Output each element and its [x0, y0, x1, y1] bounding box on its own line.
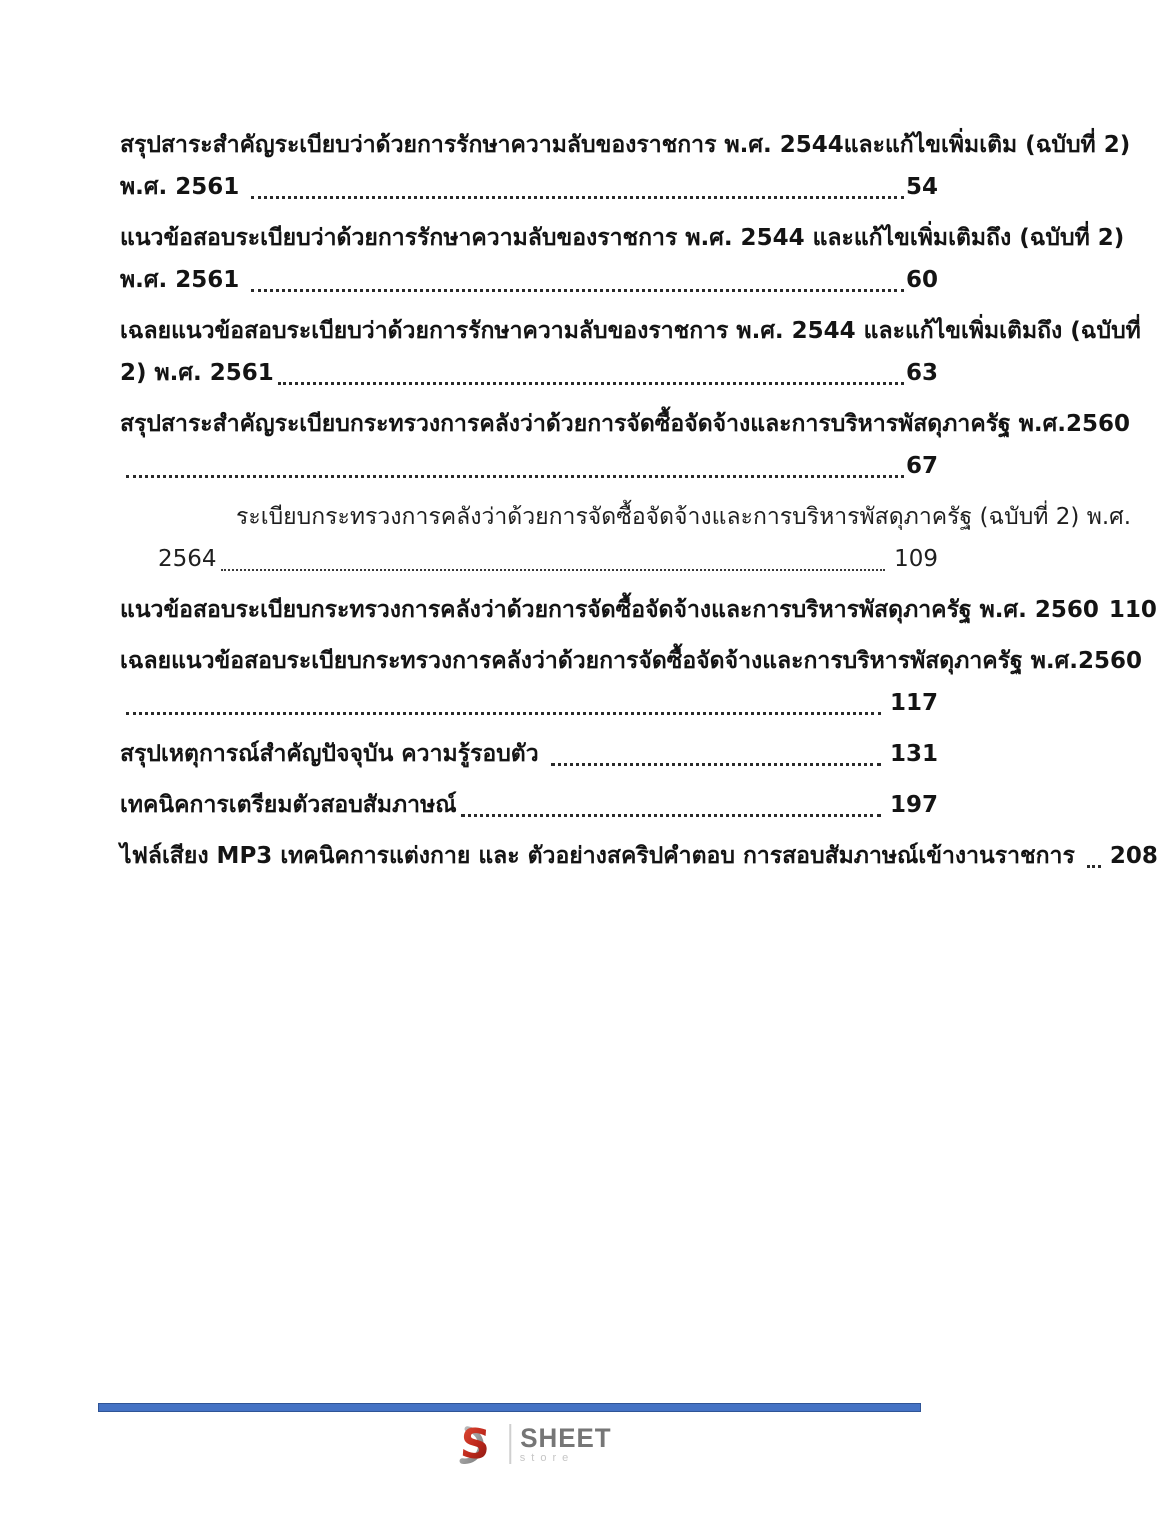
dot-leader [278, 382, 904, 385]
toc-entry-text: เทคนิคการเตรียมตัวสอบสัมภาษณ์ [120, 792, 457, 818]
page-number: 110 [1108, 597, 1157, 623]
toc-entry [120, 403, 1131, 487]
table-of-contents [120, 124, 1158, 886]
toc-entry-line [120, 352, 938, 394]
toc-entry-line [120, 310, 1141, 352]
toc-entry-line [120, 640, 1142, 682]
toc-entry [120, 835, 1158, 877]
toc-entry-text: เฉลยแนวข้อสอบระเบียบว่าด้วยการรักษาความลับของราชการ พ.ศ. 2544 และแก้ไขเพิ่มเติมถึง (ฉบับที่ [120, 318, 1141, 344]
page-number: 131 [889, 741, 938, 767]
toc-entry-text: พ.ศ. 2561 [120, 174, 248, 200]
toc-entry-line [120, 784, 938, 826]
toc-entry-line [120, 496, 1132, 538]
logo-divider [509, 1424, 511, 1464]
toc-entry [120, 217, 1125, 301]
dot-leader [251, 196, 904, 199]
dot-leader [221, 569, 886, 571]
page-number: 208 [1109, 843, 1158, 869]
logo-text [519, 1422, 615, 1464]
toc-entry-line [120, 589, 1157, 631]
toc-entry-text: 2) พ.ศ. 2561 [120, 360, 274, 386]
toc-entry [120, 784, 938, 826]
toc-entry-line [120, 259, 938, 301]
toc-entry-line [120, 445, 938, 487]
toc-entry [120, 496, 1132, 580]
dot-leader [126, 475, 904, 478]
toc-entry-text: แนวข้อสอบระเบียบกระทรวงการคลังว่าด้วยการจัดซื้อจัดจ้างและการบริหารพัสดุภาครัฐ พ.ศ. 2560 [120, 597, 1099, 623]
toc-entry-text: 2564 [158, 546, 217, 572]
toc-entry [120, 589, 1157, 631]
toc-entry-text: ไฟล์เสียง MP3 เทคนิคการแต่งกาย และ ตัวอย่างสคริปคำตอบ การสอบสัมภาษณ์เข้างานราชการ [120, 843, 1083, 869]
brand-subtitle: store [519, 1451, 575, 1464]
toc-entry [120, 640, 1142, 724]
toc-entry-text: สรุปสาระสำคัญระเบียบว่าด้วยการรักษาความลับของราชการ พ.ศ. 2544และแก้ไขเพิ่มเติม (ฉบับที่ 2) [120, 132, 1131, 158]
brand-name: SHEET [519, 1422, 611, 1453]
dot-leader [551, 763, 881, 766]
page-number: 117 [889, 690, 938, 716]
page-number: 109 [894, 546, 938, 572]
sheet-store-s-icon [454, 1419, 500, 1469]
toc-entry-line [120, 403, 1131, 445]
toc-entry-line [120, 538, 938, 580]
toc-entry [120, 124, 1131, 208]
toc-entry-text: สรุปเหตุการณ์สำคัญปัจจุบัน ความรู้รอบตัว [120, 741, 547, 767]
sheet-store-logo [454, 1418, 615, 1470]
page-number: 67 [905, 453, 938, 479]
dot-leader [251, 289, 904, 292]
page-number: 54 [905, 174, 938, 200]
toc-entry [120, 733, 938, 775]
page-number: 197 [889, 792, 938, 818]
toc-entry [120, 310, 1141, 394]
toc-entry-line [120, 166, 938, 208]
footer-divider-bar [98, 1403, 921, 1412]
page-number: 63 [905, 360, 938, 386]
dot-leader [126, 712, 881, 715]
toc-entry-text: สรุปสาระสำคัญระเบียบกระทรวงการคลังว่าด้วยการจัดซื้อจัดจ้างและการบริหารพัสดุภาครัฐ พ.ศ.2560 [120, 411, 1131, 437]
toc-entry-text: แนวข้อสอบระเบียบว่าด้วยการรักษาความลับของราชการ พ.ศ. 2544 และแก้ไขเพิ่มเติมถึง (ฉบับที่ 2) [120, 225, 1125, 251]
toc-entry-line [120, 682, 938, 724]
toc-entry-text: ระเบียบกระทรวงการคลังว่าด้วยการจัดซื้อจัดจ้างและการบริหารพัสดุภาครัฐ (ฉบับที่ 2) พ.ศ. [236, 504, 1132, 530]
toc-entry-text: พ.ศ. 2561 [120, 267, 248, 293]
svg-text:S: S [458, 1419, 492, 1469]
toc-entry-text: เฉลยแนวข้อสอบระเบียบกระทรวงการคลังว่าด้วยการจัดซื้อจัดจ้างและการบริหารพัสดุภาครัฐ พ.ศ.2560 [120, 648, 1142, 674]
toc-entry-line [120, 124, 1131, 166]
dot-leader [461, 814, 881, 817]
page-number: 60 [905, 267, 938, 293]
toc-entry-line [120, 835, 1158, 877]
toc-entry-line [120, 733, 938, 775]
toc-entry-line [120, 217, 1125, 259]
dot-leader [1087, 865, 1101, 868]
